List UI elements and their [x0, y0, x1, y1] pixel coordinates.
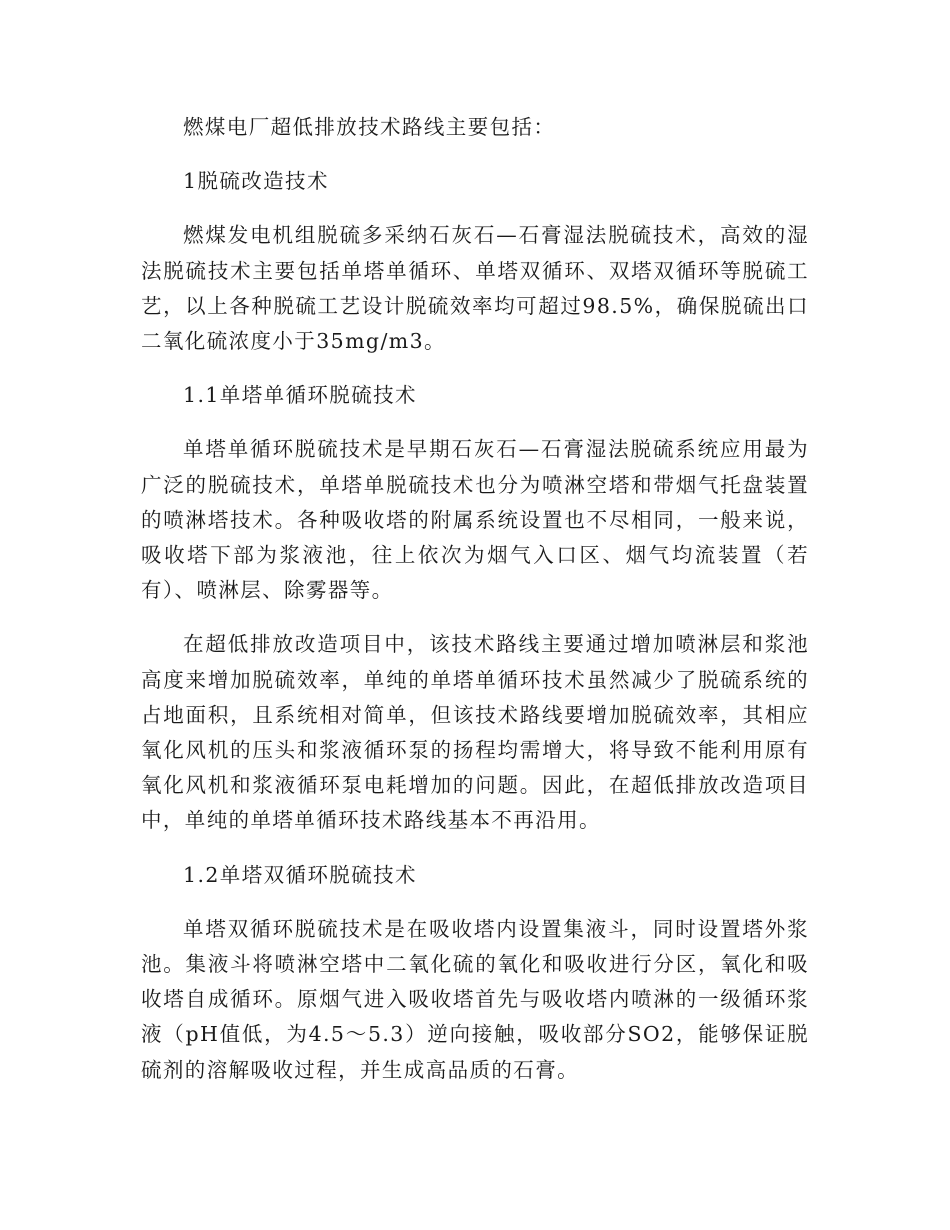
intro-paragraph: 燃煤电厂超低排放技术路线主要包括： — [183, 115, 556, 139]
section-1-1-paragraph-2: 在超低排放改造项目中，该技术路线主要通过增加喷淋层和浆池高度来增加脱硫效率，单纯的单塔单循环技术虽然减少了脱硫系统的占地面积，且系统相对简单，但该技术路线要增加脱硫效率，其相应氧化风机的压头和浆液循环泵的扬程均需增大，将导致不能利用原有氧化风机和浆液循环泵电耗增加的问题。因此，在超低排放改造项目中，单纯的单塔单循环技术路线基本不再沿用。 — [141, 632, 809, 833]
document-body — [141, 110, 809, 1107]
section-1-1-paragraph-1: 单塔单循环脱硫技术是早期石灰石—石膏湿法脱硫系统应用最为广泛的脱硫技术，单塔单脱硫技术也分为喷淋空塔和带烟气托盘装置的喷淋塔技术。各种吸收塔的附属系统设置也不尽相同，一般来说，吸收塔下部为浆液池，往上依次为烟气入口区、烟气均流装置（若有）、喷淋层、除雾器等。 — [141, 437, 809, 603]
section-1-paragraph: 燃煤发电机组脱硫多采纳石灰石—石膏湿法脱硫技术，高效的湿法脱硫技术主要包括单塔单循环、单塔双循环、双塔双循环等脱硫工艺，以上各种脱硫工艺设计脱硫效率均可超过98.5%，确保脱硫出口二氧化硫浓度小于35mg/m3。 — [141, 223, 809, 354]
section-1-heading: 1脱硫改造技术 — [183, 169, 329, 194]
section-1-1-heading: 1.1单塔单循环脱硫技术 — [183, 383, 417, 408]
section-1-2-heading: 1.2单塔双循环脱硫技术 — [183, 862, 417, 887]
section-1-2-paragraph: 单塔双循环脱硫技术是在吸收塔内设置集液斗，同时设置塔外浆池。集液斗将喷淋空塔中二氧化硫的氧化和吸收进行分区，氧化和吸收塔自成循环。原烟气进入吸收塔首先与吸收塔内喷淋的一级循环浆液（pH值低，为4.5～5.3）逆向接触，吸收部分SO2，能够保证脱硫剂的溶解吸收过程，并生成高品质的石膏。 — [141, 916, 809, 1082]
